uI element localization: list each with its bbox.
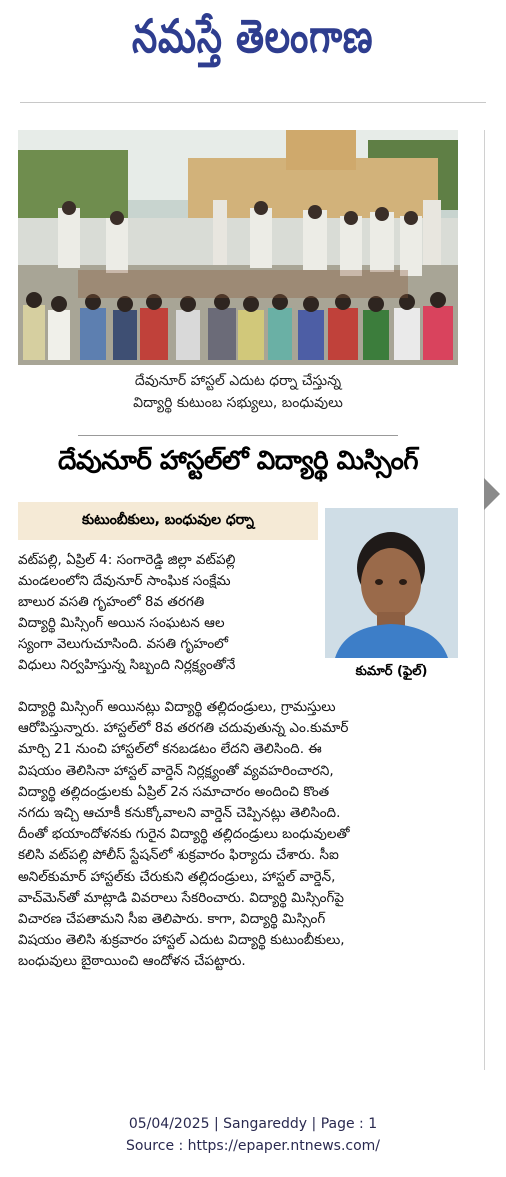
top-divider — [20, 102, 486, 103]
footer-source-line[interactable]: Source : https://epaper.ntnews.com/ — [125, 1138, 381, 1154]
column-divider — [484, 130, 485, 1070]
article-subhead: కుటుంబీకులు, బంధువుల ధర్నా — [18, 502, 318, 540]
body-line: నగదు ఇచ్చి ఆచూకీ కనుక్కోవాలని వార్డెన్ చెప్పినట్లు తెలిసింది. — [18, 805, 341, 822]
student-portrait — [325, 508, 458, 711]
body-line: విద్యార్థి తల్లిదండ్రులకు ఏప్రిల్ 2న సమాచారం అందించి కొంత — [18, 783, 330, 800]
dharna-photo-image — [18, 130, 458, 365]
body-line: బాలుర వసతి గృహంలో 8వ తరగతి — [18, 594, 205, 610]
body-line: అనిల్‌కుమార్ హాస్టల్‌కు చేరుకుని తల్లిదండ్రులు, హాస్టల్ వార్డెన్, — [18, 868, 336, 885]
body-line: విధులు నిర్వహిస్తున్న సిబ్బంది నిర్లక్ష్యంతోనే — [18, 657, 236, 673]
body-line: మండలంలోని దేవునూర్ సాంఘిక సంక్షేమ — [18, 573, 231, 589]
body-line: విచారణ చేపతామని సీఐ తెలిపారు. కాగా, విద్యార్థి మిస్సింగ్ — [18, 911, 326, 928]
masthead — [20, 6, 486, 78]
footer-date-line: 05/04/2025 | Sangareddy | Page : 1 — [128, 1116, 378, 1132]
student-photo-image — [325, 508, 458, 658]
body-line: వట్‌పల్లి, ఏప్రిల్ 4: సంగారెడ్డి జిల్లా వట్‌పల్లి — [18, 552, 236, 568]
portrait-caption: కుమార్ (ఫైల్) — [355, 664, 428, 679]
body-line: స్యంగా వెలుగుచూసింది. వసతి గృహంలో — [18, 636, 229, 652]
body-line: మార్చి 21 నుంచి హాస్టల్‌లో కనబడటం లేదని తెలిసింది. ఈ — [18, 741, 322, 758]
body-line: ఆరోపిస్తున్నారు. హాస్టల్‌లో 8వ తరగతి చదువుతున్న ఎం.కుమార్ — [18, 720, 349, 737]
page-footer — [0, 1113, 506, 1157]
student-photo — [325, 508, 458, 658]
photo-caption-line-2: విద్యార్థి కుటుంబ సభ్యులు, బంధువులు — [133, 395, 343, 411]
body-line: విషయం తెలిసినా హాస్టల్ వార్డెన్ నిర్లక్ష్యంతో వ్యవహరించారని, — [18, 762, 334, 779]
article-body-main — [18, 697, 458, 973]
body-line: వాచ్‌మెన్‌తో మాట్లాడి వివరాలు సేకరించారు. విద్యార్థి మిస్సింగ్‌పై — [18, 889, 344, 906]
news-article — [18, 130, 458, 1110]
next-page-arrow-icon[interactable] — [484, 478, 500, 510]
dharna-photo — [18, 130, 458, 365]
article-body-intro — [18, 550, 314, 676]
body-line: విషయం తెలిసి శుక్రవారం హాస్టల్ ఎదుట విద్యార్థి కుటుంబీకులు, — [18, 932, 345, 949]
masthead-title: నమస్తే తెలంగాణ — [132, 9, 374, 63]
body-line: కలిసి వట్‌పల్లి పోలీస్ స్టేషన్‌లో శుక్రవారం ఫిర్యాదు చేశారు. సీఐ — [18, 847, 339, 864]
body-line: దీంతో భయాందోళనకు గురైన విద్యార్థి తల్లిదండ్రులు బంధువులతో — [18, 826, 350, 843]
photo-caption-line-1: దేవునూర్ హాస్టల్ ఎదుట ధర్నా చేస్తున్న — [134, 373, 342, 389]
article-headline: దేవునూర్ హాస్టల్‌లో విద్యార్థి మిస్సింగ్ — [57, 446, 419, 476]
photo-caption — [18, 370, 458, 414]
caption-divider — [78, 435, 398, 436]
body-line: విద్యార్థి మిస్సింగ్ అయినట్లు విద్యార్థి తల్లిదండ్రులు, గ్రామస్తులు — [18, 699, 336, 715]
body-line: బంధువులు బైఠాయించి ఆందోళన చేపట్టారు. — [18, 953, 246, 970]
body-line: విద్యార్థి మిస్సింగ్ అయిన సంఘటన ఆల — [18, 615, 225, 631]
